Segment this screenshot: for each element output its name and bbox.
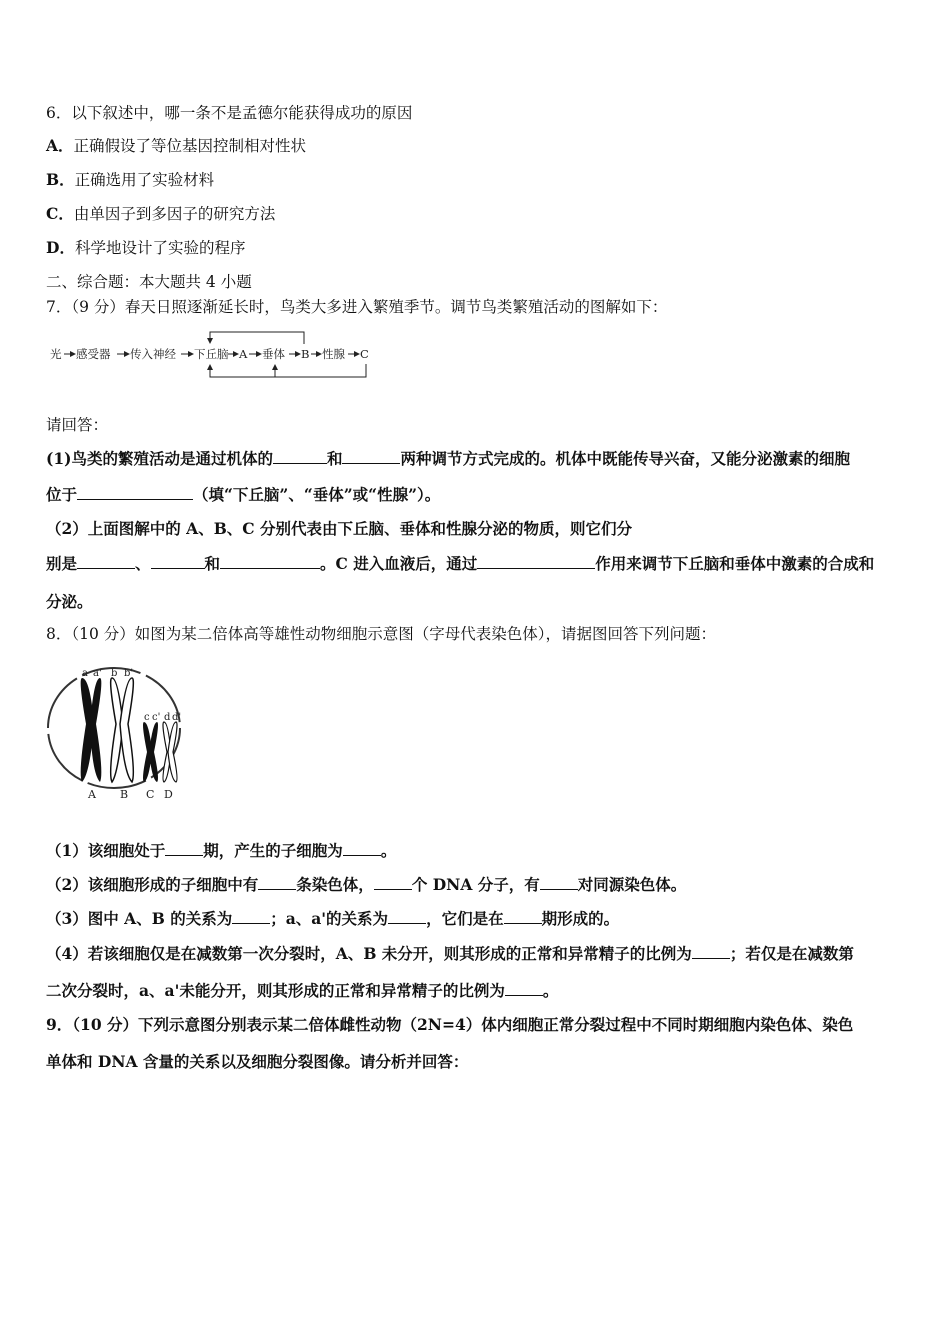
answer-blank[interactable]: [151, 553, 205, 569]
label-B: B: [120, 788, 129, 801]
answer-blank[interactable]: [273, 448, 327, 464]
answer-blank[interactable]: [258, 874, 296, 890]
diagram-node-a: A: [239, 347, 248, 361]
diagram-node-c: C: [360, 347, 369, 361]
option-key: B．: [46, 170, 75, 189]
diagram-node-receptor: 感受器: [76, 347, 111, 361]
text: （3）图中 A、B 的关系为: [46, 909, 233, 928]
label-b-prime: b': [124, 668, 134, 679]
text: 和: [204, 554, 221, 573]
q8-stem: 8．（10 分）如图为某二倍体高等雄性动物细胞示意图（字母代表染色体），请据图回答下列问题：: [46, 625, 717, 643]
q6-option-b: [46, 169, 910, 191]
q7-stem: 7．（9 分）春天日照逐渐延长时，鸟类大多进入繁殖季节。调节鸟类繁殖活动的图解如下：: [46, 298, 668, 316]
text: ；a、a'的关系为: [270, 909, 389, 928]
option-key: C．: [46, 204, 74, 223]
text: （2）该细胞形成的子细胞中有: [46, 875, 259, 894]
text: （填“下丘脑”、“垂体”或“性腺”）。: [193, 485, 441, 504]
text: 。: [380, 841, 397, 860]
answer-blank[interactable]: [388, 908, 426, 924]
q7-part2-line3: 分泌。: [46, 592, 93, 611]
answer-blank[interactable]: [477, 553, 595, 569]
text: 作用来调节下丘脑和垂体中激素的合成和: [595, 554, 875, 573]
q9-stem-line1: 9．（10 分）下列示意图分别表示某二倍体雌性动物（2N=4）体内细胞正常分裂过程中不同时期细胞内染色体、染色: [46, 1015, 854, 1034]
text: 。: [542, 981, 559, 1000]
option-text: 正确选用了实验材料: [74, 171, 215, 189]
q7-part1-line1: [46, 448, 910, 470]
q7-part1-line2: [46, 484, 910, 506]
section-heading: 二、综合题：本大题共 4 小题: [46, 273, 252, 291]
option-text: 正确假设了等位基因控制相对性状: [73, 137, 307, 155]
label-d-prime: d': [172, 712, 182, 723]
chromosome-b: [111, 678, 134, 782]
answer-blank[interactable]: [374, 874, 412, 890]
diagram-node-afferent: 传入神经: [130, 347, 176, 361]
q8-part1: [46, 840, 910, 862]
answer-blank[interactable]: [343, 840, 381, 856]
option-key: A．: [46, 136, 74, 155]
label-A: A: [88, 788, 96, 801]
diagram-node-light: 光: [50, 347, 62, 361]
diagram-node-hypothalamus: 下丘脑: [194, 347, 229, 361]
text: ；若仅是在减数第: [729, 944, 854, 963]
chromosome-a: [81, 678, 102, 782]
text: (1)鸟类的繁殖活动是通过机体的: [46, 449, 273, 468]
answer-blank[interactable]: [692, 943, 730, 959]
option-text: 由单因子到多因子的研究方法: [73, 205, 276, 223]
text: 对同源染色体。: [577, 875, 687, 894]
q6-option-a: [46, 135, 910, 157]
q9-stem-line2: 单体和 DNA 含量的关系以及细胞分裂图像。请分析并回答：: [46, 1052, 469, 1071]
q7-prompt: 请回答：: [46, 416, 109, 434]
label-c: c: [144, 712, 150, 723]
text: 两种调节方式完成的。机体中既能传导兴奋，又能分泌激素的细胞: [400, 449, 850, 468]
q7-part2-line1: （2）上面图解中的 A、B、C 分别代表由下丘脑、垂体和性腺分泌的物质，则它们分: [46, 519, 633, 538]
label-C: C: [146, 788, 155, 801]
feedback-lower-line: [210, 364, 366, 377]
answer-blank[interactable]: [220, 553, 320, 569]
text: （1）该细胞处于: [46, 841, 166, 860]
text: 期形成的。: [541, 909, 620, 928]
label-a: a: [82, 668, 88, 679]
label-D: D: [164, 788, 173, 801]
option-text: 科学地设计了实验的程序: [74, 239, 246, 257]
answer-blank[interactable]: [504, 908, 542, 924]
chromosome-c: [143, 722, 158, 782]
q6-stem: 6．以下叙述中，哪一条不是孟德尔能获得成功的原因: [46, 104, 413, 122]
feedback-upper-line: [210, 332, 304, 344]
q8-part4-line1: [46, 943, 910, 965]
q8-part2: [46, 874, 910, 896]
q7-regulation-diagram: [46, 328, 376, 382]
q7-part2-line2: [46, 553, 910, 575]
text: 位于: [46, 485, 78, 504]
q6-option-c: [46, 203, 910, 225]
answer-blank[interactable]: [342, 448, 400, 464]
q8-part4-line2: [46, 980, 910, 1002]
text: 期，产生的子细胞为: [203, 841, 343, 860]
label-d: d: [164, 712, 171, 723]
answer-blank[interactable]: [77, 553, 135, 569]
text: 条染色体，: [296, 875, 374, 894]
answer-blank[interactable]: [77, 484, 193, 500]
answer-blank[interactable]: [540, 874, 578, 890]
q6-option-d: [46, 237, 910, 259]
option-key: D．: [46, 238, 75, 257]
diagram-node-gonad: 性腺: [322, 347, 345, 361]
label-c-prime: c': [152, 712, 161, 723]
label-a-prime: a': [93, 668, 102, 679]
q8-part3: [46, 908, 910, 930]
answer-blank[interactable]: [505, 980, 543, 996]
answer-blank[interactable]: [232, 908, 270, 924]
text: 和: [326, 449, 343, 468]
q8-cell-figure: [44, 664, 190, 806]
text: 别是: [46, 554, 78, 573]
diagram-node-b: B: [301, 347, 310, 361]
text: 个 DNA 分子，有: [411, 875, 540, 894]
text: 。C 进入血液后，通过: [320, 554, 478, 573]
answer-blank[interactable]: [165, 840, 203, 856]
text: ，它们是在: [426, 909, 504, 928]
text: 二次分裂时，a、a'未能分开，则其形成的正常和异常精子的比例为: [46, 981, 505, 1000]
text: 、: [135, 554, 151, 573]
text: （4）若该细胞仅是在减数第一次分裂时，A、B 未分开，则其形成的正常和异常精子的比例为: [46, 944, 692, 963]
diagram-node-pituitary: 垂体: [262, 347, 285, 361]
label-b: b: [111, 668, 118, 679]
